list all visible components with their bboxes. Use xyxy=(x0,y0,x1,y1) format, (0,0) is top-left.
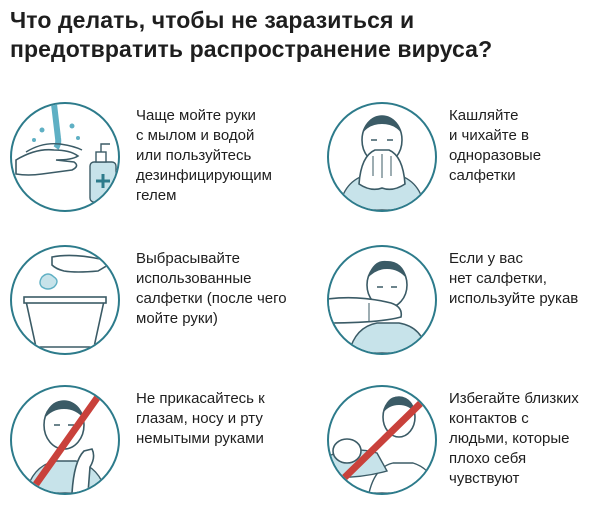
page-title xyxy=(10,6,605,64)
tip-bin xyxy=(10,245,310,365)
tip-avoid-contact xyxy=(327,385,612,505)
handwashing-icon xyxy=(10,102,120,212)
tip-text: Кашляйте и чихайте в одноразовые салфетки xyxy=(449,107,542,184)
title-line-1: Что делать, чтобы не заразиться и xyxy=(10,7,415,33)
tip-text: Если у вас нет салфетки, используйте рукав xyxy=(449,250,579,307)
tip-text: Чаще мойте руки с мылом и водой или пользуйтесь дезинфицирующим гелем xyxy=(136,107,272,204)
tip-text: Не прикасайтесь к глазам, носу и рту немытыми руками xyxy=(136,390,265,447)
tip-sleeve xyxy=(327,245,612,365)
tip-no-touch xyxy=(10,385,310,505)
avoid-sick-contact-icon xyxy=(327,385,437,495)
sneeze-into-sleeve-icon xyxy=(327,245,437,355)
tip-text: Избегайте близких контактов с людьми, которые плохо себя чувствуют xyxy=(449,390,579,487)
sneeze-into-tissue-icon xyxy=(327,102,437,212)
title-line-2: предотвратить распространение вируса? xyxy=(10,36,493,62)
tip-tissue xyxy=(327,102,612,222)
no-face-touching-icon xyxy=(10,385,120,495)
tip-wash-hands xyxy=(10,102,310,222)
tip-text: Выбрасывайте использованные салфетки (после чего мойте руки) xyxy=(136,250,287,327)
tissue-bin-icon xyxy=(10,245,120,355)
